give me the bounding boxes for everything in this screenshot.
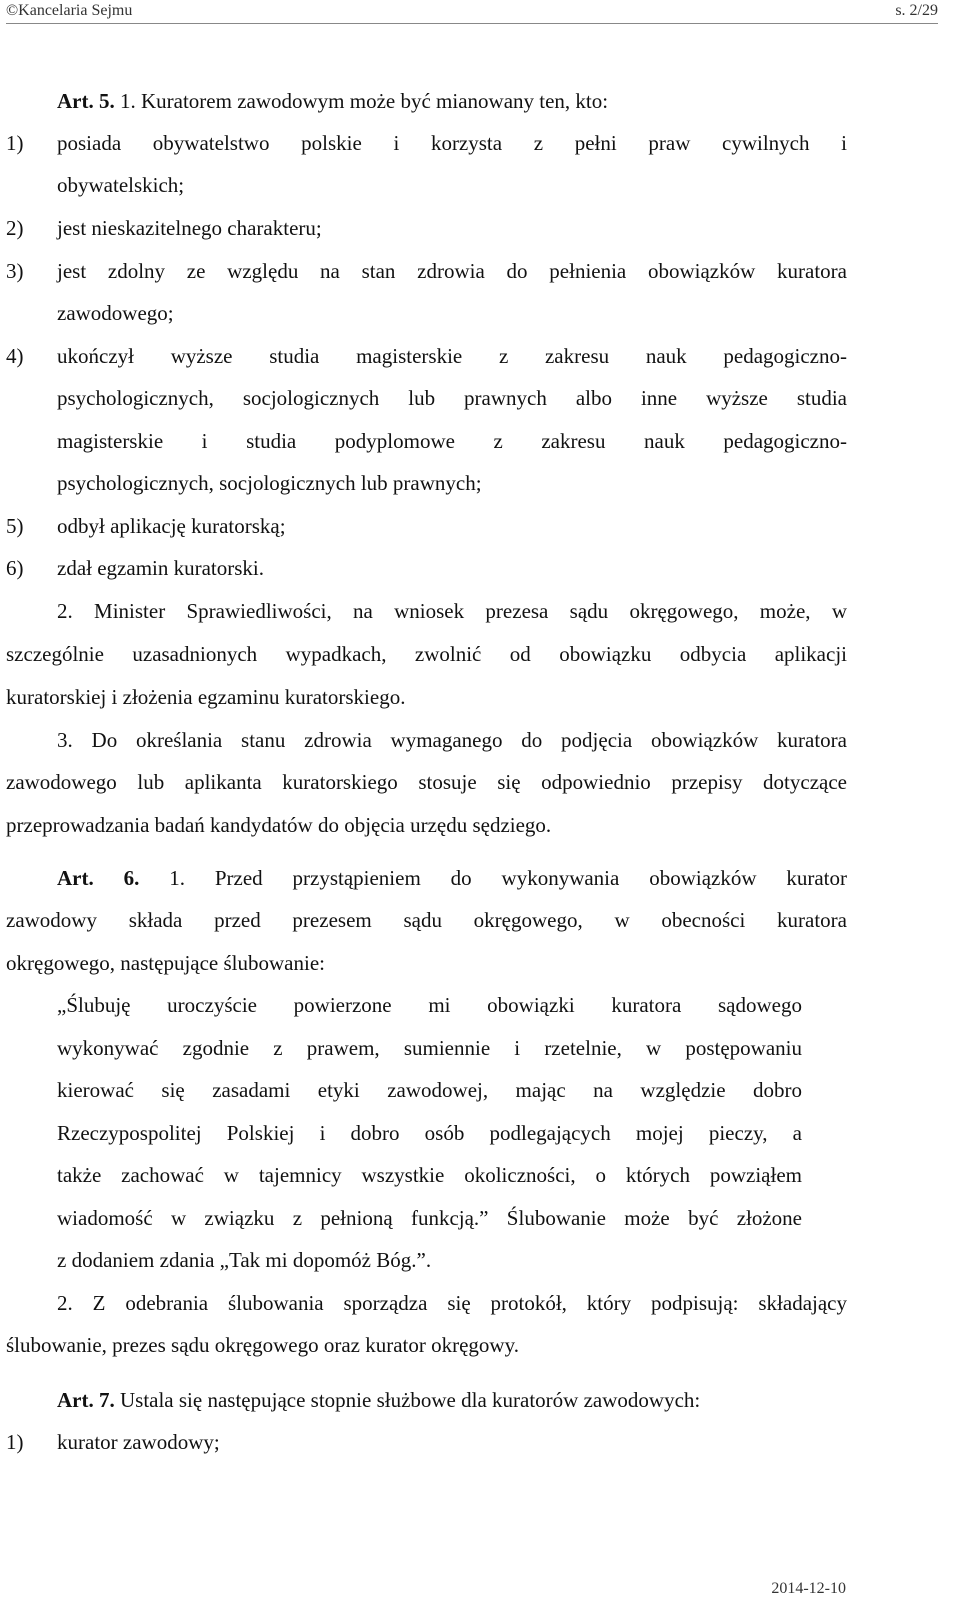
list-item: 5) odbył aplikację kuratorską; <box>6 514 286 538</box>
art6-p2: 2. Z odebrania ślubowania sporządza się protokół, który podpisują: składający <box>57 1291 847 1315</box>
list-item-cont: psychologicznych, socjologicznych lub prawnych albo inne wyższe studia <box>57 386 847 410</box>
oath-line: także zachować w tajemnicy wszystkie okoliczności, o których powziąłem <box>57 1163 802 1187</box>
oath-line: wiadomość w związku z pełnioną funkcją.” Ślubowanie może być złożone <box>57 1206 802 1230</box>
art6-heading: Art. 6. <box>57 866 140 890</box>
footer-date: 2014-12-10 <box>771 1580 846 1597</box>
art5-p3: 3. Do określania stanu zdrowia wymaganego do podjęcia obowiązków kuratora <box>57 728 847 752</box>
art5-heading: Art. 5. <box>57 89 115 113</box>
copyright-label: ©Kancelaria Sejmu <box>6 2 133 19</box>
list-item-cont: psychologicznych, socjologicznych lub prawnych; <box>57 471 482 495</box>
oath-line: wykonywać zgodnie z prawem, sumiennie i rzetelnie, w postępowaniu <box>57 1036 802 1060</box>
list-item-cont: obywatelskich; <box>57 173 185 197</box>
oath-line: z dodaniem zdania „Tak mi dopomóż Bóg.”. <box>57 1248 432 1272</box>
art5-p1-intro: 1. Kuratorem zawodowym może być mianowany ten, kto: <box>119 89 609 113</box>
list-item: 3) jest zdolny ze względu na stan zdrowia do pełnienia obowiązków kuratora <box>6 259 847 283</box>
oath-line: kierować się zasadami etyki zawodowej, mając na względzie dobro <box>57 1078 802 1102</box>
art6-p1: Art. 6. 1. Przed przystąpieniem do wykonywania obowiązków kurator <box>57 866 848 890</box>
list-item-cont: magisterskie i studia podyplomowe z zakresu nauk pedagogiczno- <box>57 429 847 453</box>
art5-intro <box>57 87 847 115</box>
list-item: 1) kurator zawodowy; <box>6 1430 220 1454</box>
art5-p2: kuratorskiej i złożenia egzaminu kuratorskiego. <box>6 685 406 709</box>
list-item-cont: zawodowego; <box>57 301 174 325</box>
list-item: 4) ukończył wyższe studia magisterskie z zakresu nauk pedagogiczno- <box>6 344 847 368</box>
oath-line: „Ślubuję uroczyście powierzone mi obowiązki kuratora sądowego <box>57 993 802 1017</box>
art6-p1: zawodowy składa przed prezesem sądu okręgowego, w obecności kuratora <box>6 908 847 932</box>
list-item: 6) zdał egzamin kuratorski. <box>6 556 265 580</box>
header-divider <box>6 23 938 24</box>
art5-p2: 2. Minister Sprawiedliwości, na wniosek prezesa sądu okręgowego, może, w <box>57 599 847 623</box>
list-item: 2) jest nieskazitelnego charakteru; <box>6 216 322 240</box>
list-item: 1) posiada obywatelstwo polskie i korzysta z pełni praw cywilnych i <box>6 131 847 155</box>
art5-p3: przeprowadzania badań kandydatów do objęcia urzędu sędziego. <box>6 813 552 837</box>
art5-p3: zawodowego lub aplikanta kuratorskiego stosuje się odpowiednio przepisy dotyczące <box>6 770 847 794</box>
oath-line: Rzeczypospolitej Polskiej i dobro osób podlegających mojej pieczy, a <box>57 1121 802 1145</box>
art6-p2: ślubowanie, prezes sądu okręgowego oraz kurator okręgowy. <box>6 1333 519 1357</box>
page-header <box>6 0 938 22</box>
art7-heading: Art. 7. <box>57 1388 115 1412</box>
art5-p2: szczególnie uzasadnionych wypadkach, zwolnić od obowiązku odbycia aplikacji <box>6 642 847 666</box>
art7-intro: Art. 7. Ustala się następujące stopnie służbowe dla kuratorów zawodowych: <box>57 1388 701 1412</box>
art6-p1: okręgowego, następujące ślubowanie: <box>6 951 325 975</box>
page-number: s. 2/29 <box>895 2 938 19</box>
